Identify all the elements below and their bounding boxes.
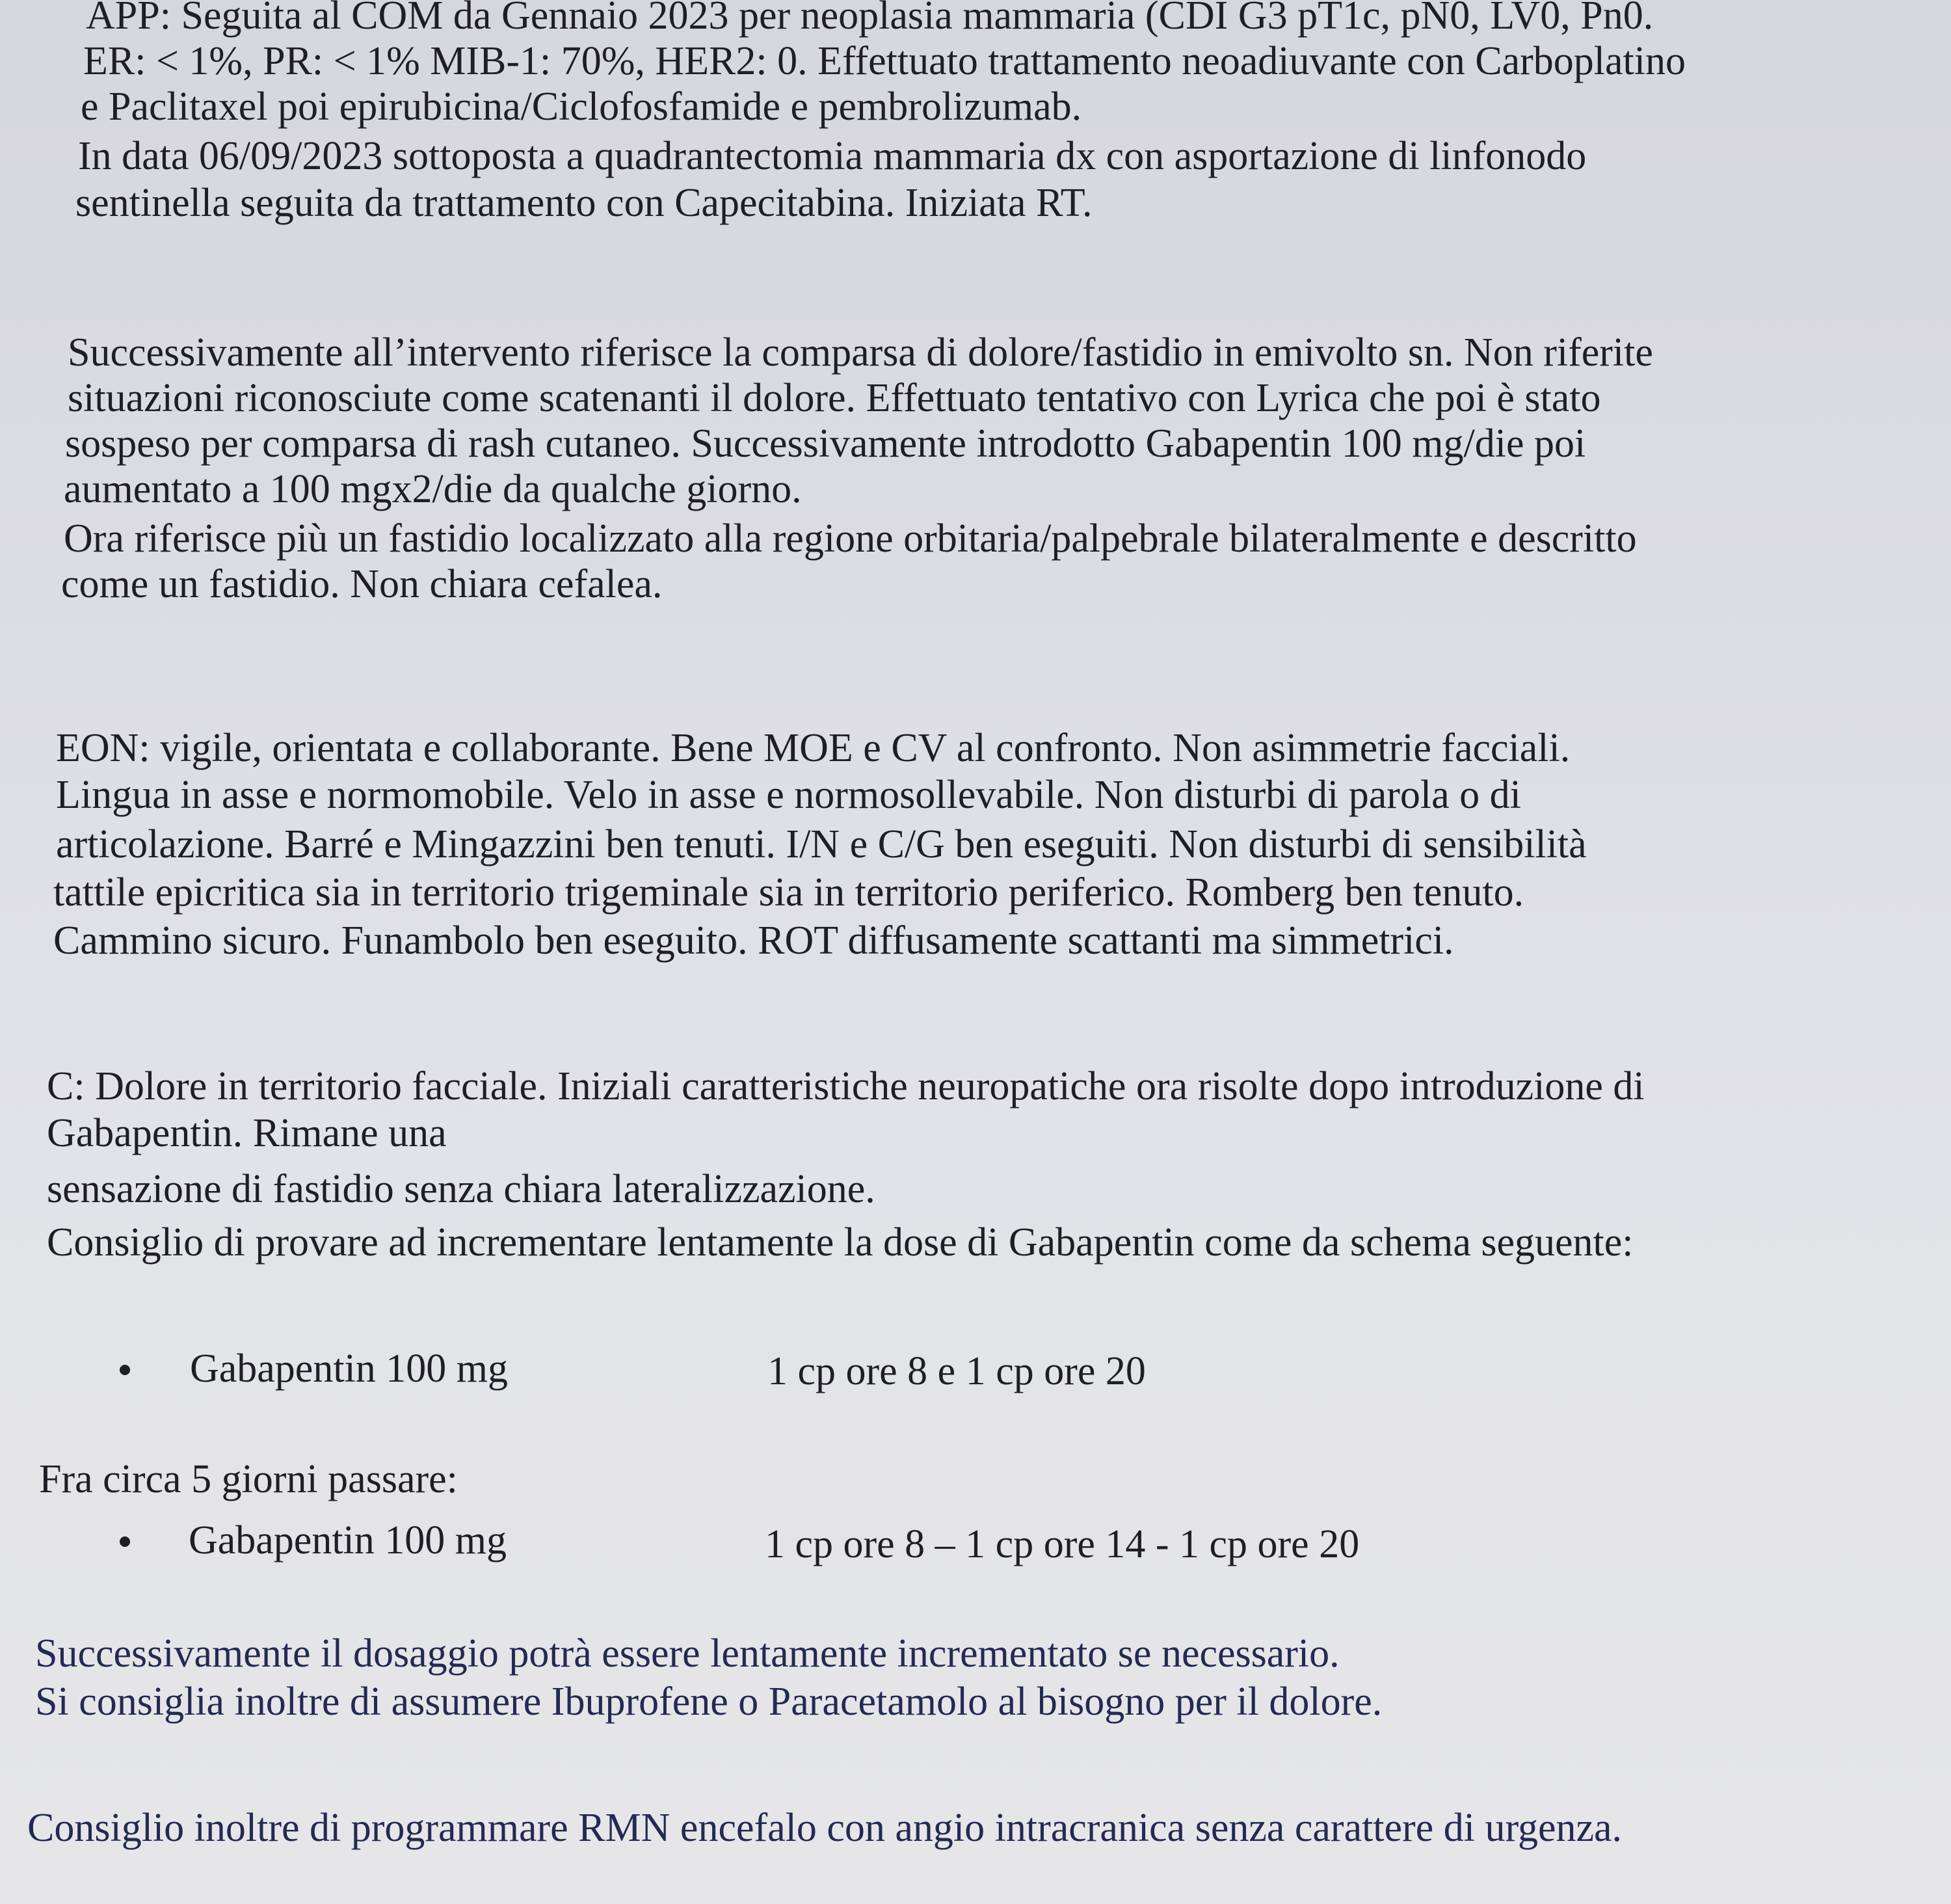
conclusion-line-2: Gabapentin. Rimane una	[47, 1111, 447, 1155]
app-line-1: APP: Seguita al COM da Gennaio 2023 per neoplasia mammaria (CDI G3 pT1c, pN0, LV0, Pn0.	[86, 0, 1654, 38]
schedule-row-1	[0, 1341, 1951, 1396]
history-line-4: aumentato a 100 mgx2/die da qualche giorno.	[64, 467, 802, 511]
closing-line-2: Si consiglia inoltre di assumere Ibuprofene o Paracetamolo al bisogno per il dolore.	[35, 1680, 1383, 1724]
schedule-1-dosage: 1 cp ore 8 e 1 cp ore 20	[767, 1349, 1146, 1393]
app-section	[75, 0, 1686, 230]
history-line-6: come un fastidio. Non chiara cefalea.	[61, 562, 663, 606]
history-line-5: Ora riferisce più un fastidio localizzato alla regione orbitaria/palpebrale bilateralmente e descritto	[64, 516, 1637, 561]
schedule-2-drug: Gabapentin 100 mg	[189, 1518, 507, 1562]
schedule-2-dosage: 1 cp ore 8 – 1 cp ore 14 - 1 cp ore 20	[765, 1522, 1360, 1566]
eon-line-1: EON: vigile, orientata e collaborante. Bene MOE e CV al confronto. Non asimmetrie facciali.	[56, 726, 1571, 770]
transition-text: Fra circa 5 giorni passare:	[39, 1457, 458, 1501]
schedule-row-2	[0, 1513, 1951, 1568]
eon-line-3: articolazione. Barré e Mingazzini ben tenuti. I/N e C/G ben eseguiti. Non disturbi di sensibilità	[56, 822, 1587, 866]
schedule-1-drug: Gabapentin 100 mg	[190, 1347, 509, 1391]
bullet-icon	[120, 1536, 130, 1547]
closing-section	[35, 1626, 1382, 1729]
eon-section	[53, 721, 1587, 968]
conclusion-line-3: sensazione di fastidio senza chiara lateralizzazione.	[47, 1167, 875, 1211]
app-line-2: ER: < 1%, PR: < 1% MIB-1: 70%, HER2: 0. Effettuato trattamento neoadiuvante con Carboplatino	[83, 39, 1686, 83]
conclusion-line-4: Consiglio di provare ad incrementare lentamente la dose di Gabapentin come da schema seguente:	[47, 1220, 1634, 1265]
history-line-3: sospeso per comparsa di rash cutaneo. Successivamente introdotto Gabapentin 100 mg/die poi	[65, 422, 1586, 466]
app-line-4: In data 06/09/2023 sottoposta a quadrantectomia mammaria dx con asportazione di linfonodo	[78, 134, 1587, 178]
conclusion-line-1: C: Dolore in territorio facciale. Iniziali caratteristiche neuropatiche ora risolte dopo introduzione di	[47, 1064, 1645, 1108]
history-line-1: Successivamente all’intervento riferisce la comparsa di dolore/fastidio in emivolto sn. Non riferite	[68, 330, 1653, 375]
bullet-icon	[120, 1365, 130, 1375]
final-note: Consiglio inoltre di programmare RMN encefalo con angio intracranica senza carattere di urgenza.	[27, 1806, 1623, 1850]
history-section	[61, 325, 1653, 611]
app-line-3: e Paclitaxel poi epirubicina/Ciclofosfamide e pembrolizumab.	[81, 85, 1082, 129]
history-line-2: situazioni riconosciute come scatenanti il dolore. Effettuato tentativo con Lyrica che poi è stato	[68, 376, 1601, 420]
eon-line-5: Cammino sicuro. Funambolo ben eseguito. ROT diffusamente scattanti ma simmetrici.	[53, 918, 1454, 963]
eon-line-2: Lingua in asse e normomobile. Velo in asse e normosollevabile. Non disturbi di parola o di	[56, 773, 1521, 817]
closing-line-1: Successivamente il dosaggio potrà essere lentamente incrementato se necessario.	[35, 1631, 1340, 1676]
conclusion-section	[47, 1059, 1645, 1270]
app-line-5: sentinella seguita da trattamento con Capecitabina. Iniziata RT.	[75, 181, 1093, 225]
eon-line-4: tattile epicritica sia in territorio trigeminale sia in territorio periferico. Romberg ben tenuto.	[53, 870, 1524, 915]
